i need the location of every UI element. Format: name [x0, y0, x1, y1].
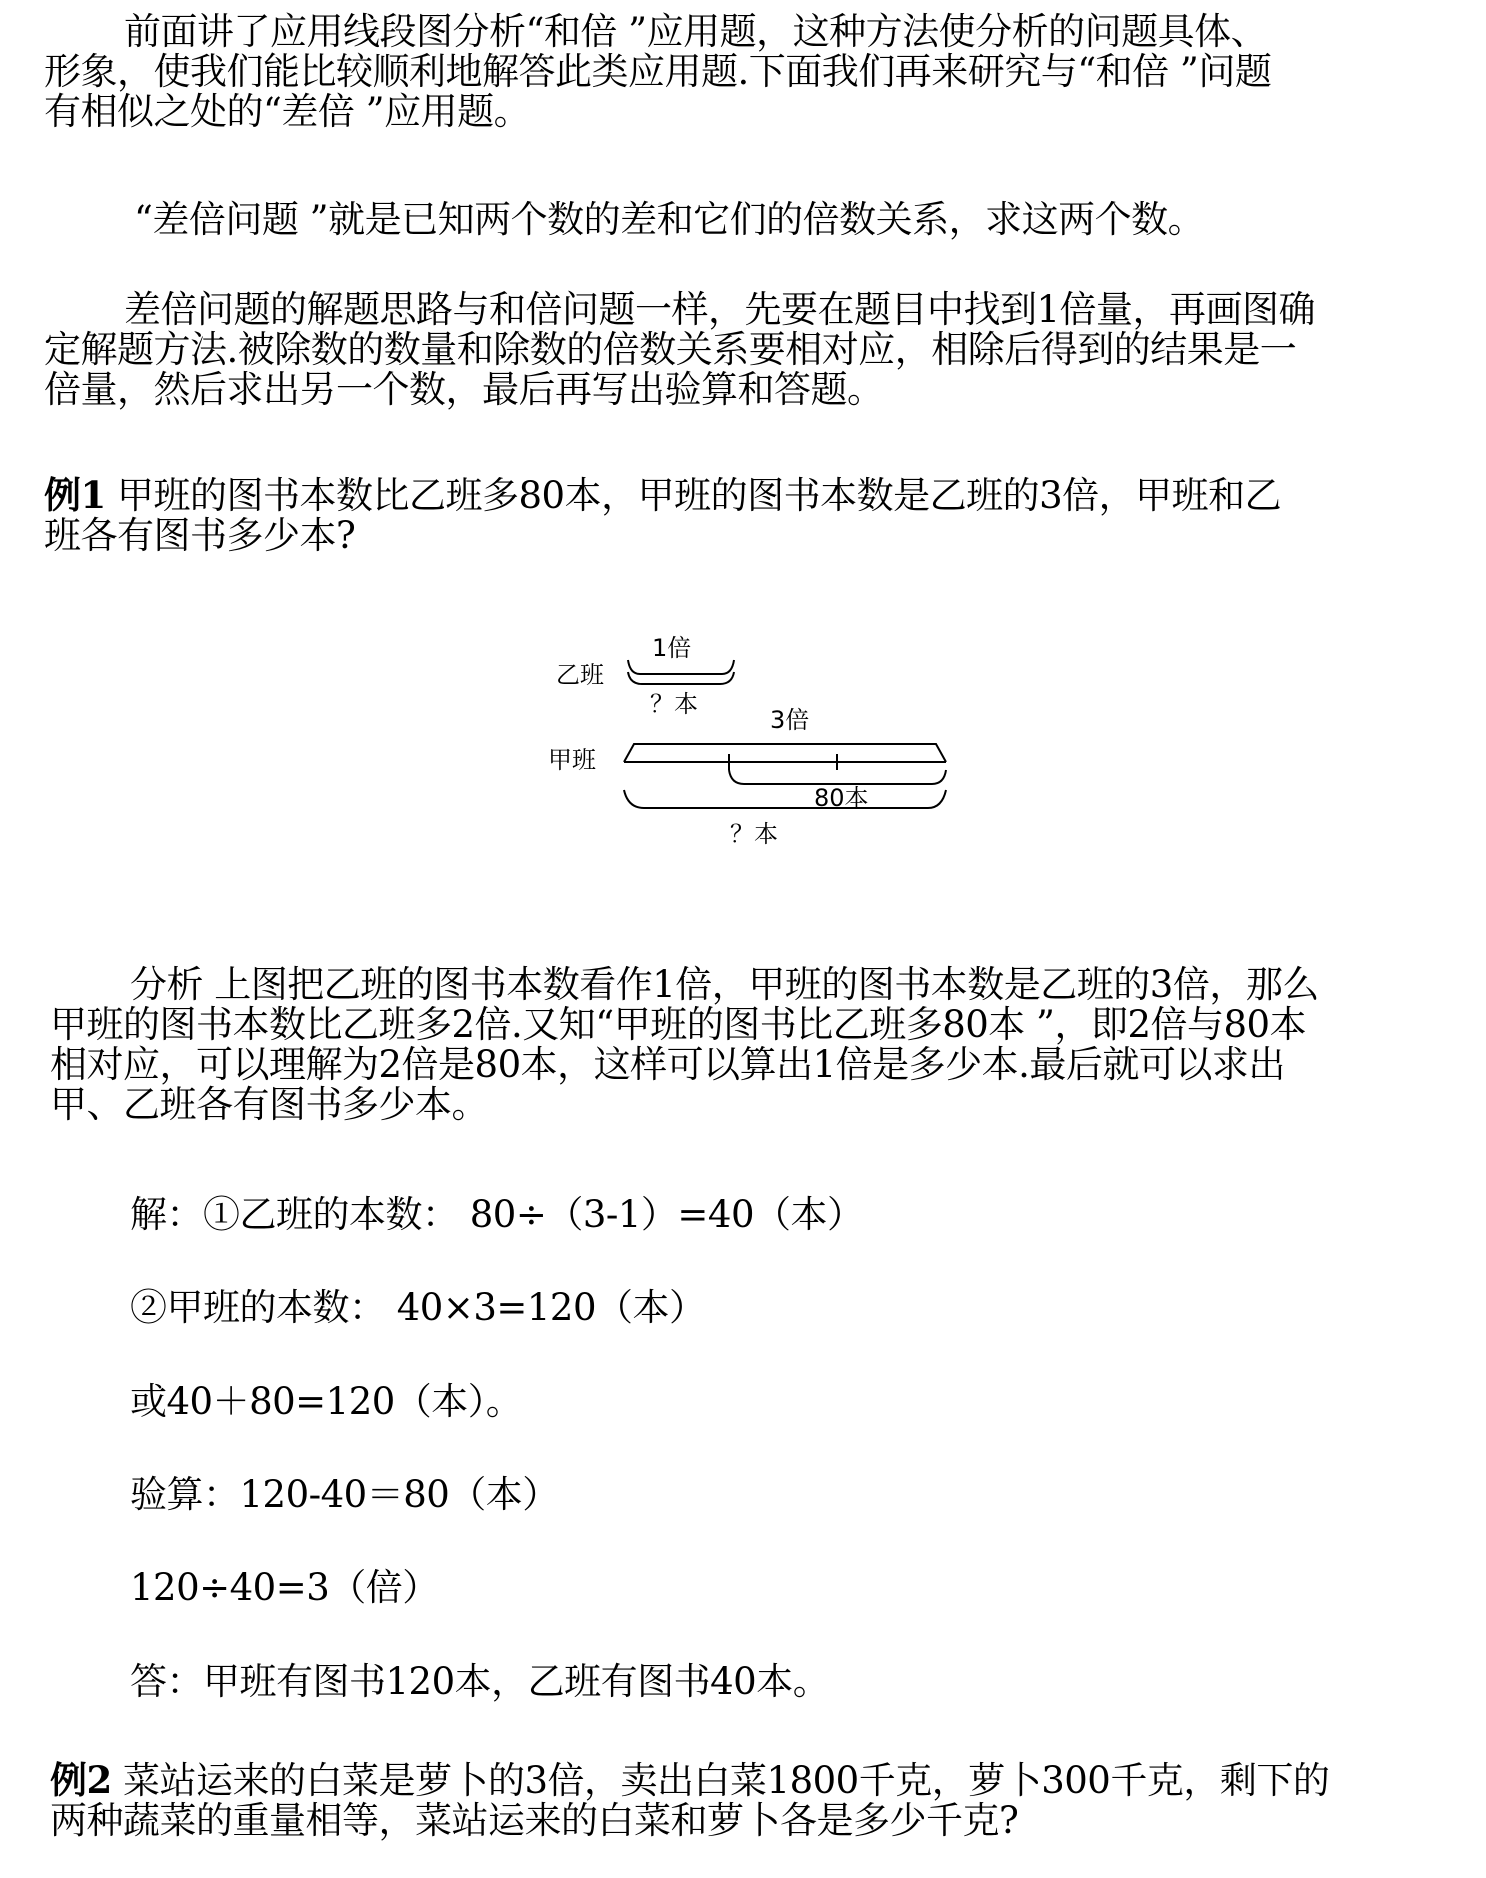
intro-line-3: 有相似之处的“差倍 ”应用题。 [44, 90, 531, 133]
example2-label: 例2 [50, 1758, 112, 1802]
jiaban-label: 甲班 [548, 746, 596, 774]
example1-text-1: 甲班的图书本数比乙班多80本，甲班的图书本数是乙班的3倍，甲班和乙 [105, 474, 1282, 517]
example2-text-2: 两种蔬菜的重量相等，菜站运来的白菜和萝卜各是多少千克? [50, 1799, 1019, 1842]
example2-paragraph [50, 1760, 1329, 1841]
solution-step-1: 解：①乙班的本数： 80÷（3-1）=40（本） [130, 1193, 864, 1236]
one-times-label: 1倍 [652, 634, 692, 662]
line-segment-diagram [0, 0, 1486, 900]
analysis-line-2: 甲班的图书本数比乙班多2倍.又知“甲班的图书比乙班多80本 ”，即2倍与80本 [50, 1003, 1307, 1046]
definition-line: “差倍问题 ”就是已知两个数的差和它们的倍数关系，求这两个数。 [134, 198, 1205, 241]
approach-line-1: 差倍问题的解题思路与和倍问题一样，先要在题目中找到1倍量，再画图确 [124, 288, 1316, 331]
solution-step-2: ②甲班的本数： 40×3=120（本） [130, 1286, 706, 1329]
intro-line-1: 前面讲了应用线段图分析“和倍 ”应用题，这种方法使分析的问题具体、 [124, 10, 1268, 53]
solution-check-2: 120÷40=3（倍） [130, 1566, 439, 1609]
intro-line-2: 形象，使我们能比较顺利地解答此类应用题.下面我们再来研究与“和倍 ”问题 [44, 50, 1272, 93]
yiban-label: 乙班 [556, 661, 604, 689]
jiaban-top-brace [624, 744, 946, 762]
solution-answer: 答：甲班有图书120本，乙班有图书40本。 [130, 1660, 830, 1703]
solution-alt: 或40＋80=120（本）。 [130, 1380, 523, 1423]
example2-line-1 [50, 1760, 1329, 1801]
difference-brace [729, 770, 946, 784]
analysis-line-1: 分析 上图把乙班的图书本数看作1倍，甲班的图书本数是乙班的3倍，那么 [130, 963, 1319, 1006]
solution-check-1: 验算：120-40＝80（本） [130, 1473, 559, 1516]
analysis-line-4: 甲、乙班各有图书多少本。 [50, 1083, 488, 1126]
difference-label: 80本 [814, 784, 869, 812]
example2-text-1: 菜站运来的白菜是萝卜的3倍，卖出白菜1800千克，萝卜300千克，剩下的 [111, 1759, 1330, 1802]
jiaban-question-label: ？本 [730, 820, 778, 848]
yiban-question-label: ？本 [650, 690, 698, 718]
analysis-line-3: 相对应，可以理解为2倍是80本，这样可以算出1倍是多少本.最后就可以求出 [50, 1043, 1285, 1086]
jiaban-total-brace [624, 790, 946, 808]
analysis-paragraph [50, 965, 1319, 1125]
approach-line-3: 倍量，然后求出另一个数，最后再写出验算和答题。 [44, 368, 884, 411]
example1-text-2: 班各有图书多少本? [44, 514, 356, 557]
yiban-segment [628, 660, 734, 674]
example1-label: 例1 [44, 473, 106, 517]
approach-line-2: 定解题方法.被除数的数量和除数的倍数关系要相对应，相除后得到的结果是一 [44, 328, 1297, 371]
three-times-label: 3倍 [770, 706, 810, 734]
